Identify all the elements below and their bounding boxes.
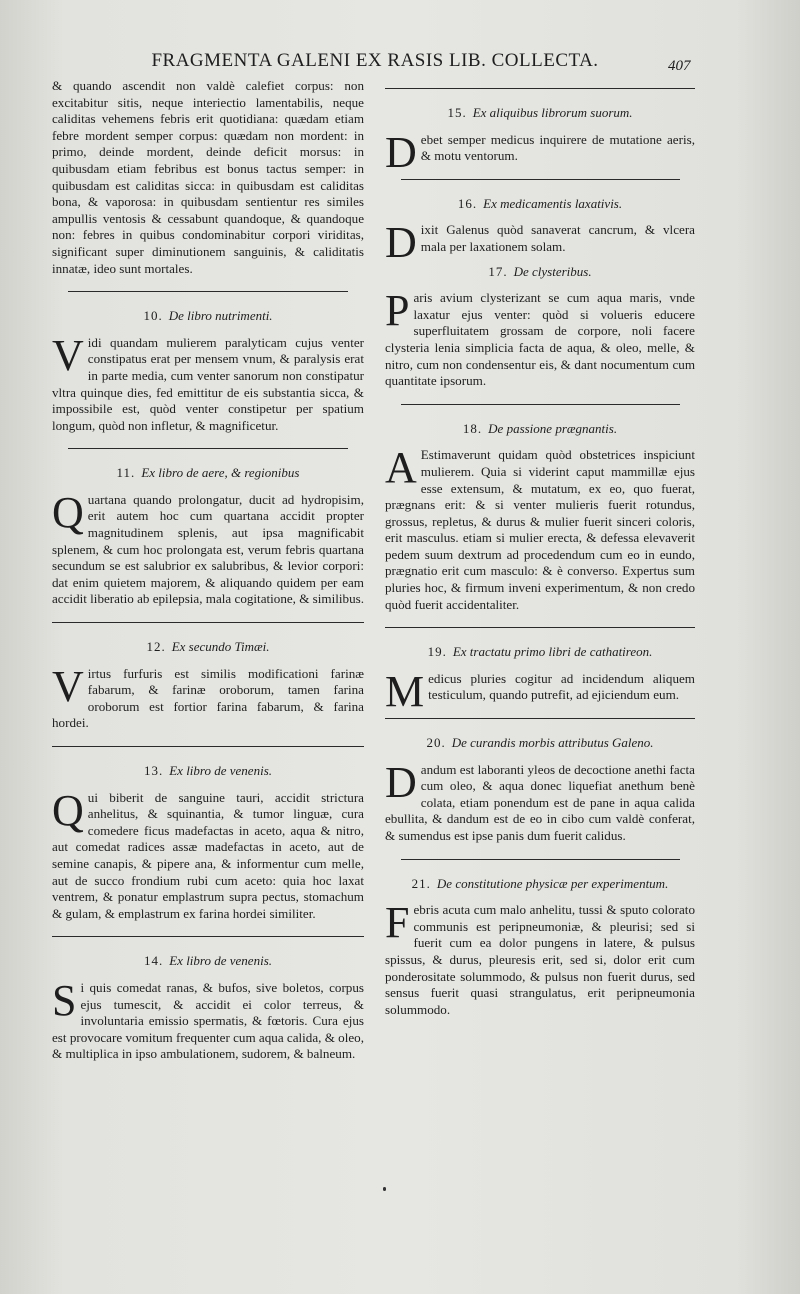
section-divider <box>385 88 695 89</box>
section-divider <box>68 291 349 292</box>
section-title: 14. Ex libro de venenis. <box>143 953 272 969</box>
section-title: 13. Ex libro de venenis. <box>143 763 272 778</box>
section-text: ebet semper medicus inquirere de mutatione aeris, & motu ventorum. <box>420 131 695 164</box>
section-divider <box>385 718 695 719</box>
section-14 <box>52 953 364 1063</box>
drop-cap: D <box>385 127 417 177</box>
section-text: irtus furfuris est similis modificationi farinæ fabarum, & farinæ oroborum, tamen farina oroborum est fortior farina fabarum, & farina hordei. <box>52 665 364 731</box>
section-title: 11. Ex libro de aere, & regionibus <box>116 465 300 481</box>
running-title: FRAGMENTA GALENI EX RASIS LIB. COLLECTA. <box>151 50 599 71</box>
section-15 <box>385 105 695 177</box>
section-divider <box>52 622 364 623</box>
section-title: 18. De passione prægnantis. <box>462 420 618 436</box>
drop-cap: M <box>385 666 425 716</box>
drop-cap: D <box>385 218 417 268</box>
section-text: uartana quando prolongatur, ducit ad hydropisim, erit autem hoc cum quartana accidit propter magnitudinem splenis, aut ipsa magnificabit splenem, & cum hoc prolongata est, verum febris quartana secundum se est salubrior ex salubribus, & levior corpori: dat enim quietem majorem, & aliquando quidem per eam accidit liberatio ab epilepsia, mala cogitatione, & similibus. <box>52 491 364 607</box>
section-divider <box>52 936 364 937</box>
section-text: andum est laboranti yleos de decoctione anethi facta cum oleo, & aqua donec liquefiat anethum benè colata, etiam ponendum est de pane in aqua calida ebullita, & dandum est de eo in cibo cum valdè conferat, & sumendus est ipse panis dum fuerit calidus. <box>385 761 695 843</box>
drop-cap: V <box>52 330 84 380</box>
section-title: 20. De curandis morbis attributus Galeno. <box>426 735 654 751</box>
section-16 <box>385 195 695 268</box>
section-title: 10. De libro nutrimenti. <box>143 308 273 324</box>
right-column <box>385 88 695 1018</box>
page-number: 407 <box>668 58 691 74</box>
section-title: 16. Ex medicamentis laxativis. <box>457 195 623 211</box>
section-title: 17. De clysteribus. <box>488 263 592 279</box>
drop-cap: F <box>385 898 410 948</box>
section-text: ui biberit de sanguine tauri, accidit strictura anhelitus, & squinantia, & tumor linguæ, cura comedere ficus madefactas in aceto, aqua & nitro, aut comedat radices assæ madefactas in aceto, aut de semine canapis, & pipere ana, & informentur cum melle, aut de succo frondium rubi cum aceto: quia hoc laxat ventrem, & ponatur emplastrum supra pectus, stomachum & gulam, & emplastrum ex farina hordei similiter. <box>52 789 364 921</box>
section-20 <box>385 735 695 845</box>
section-title: 15. Ex aliquibus librorum suorum. <box>447 105 633 120</box>
drop-cap: V <box>52 661 84 711</box>
section-divider <box>401 179 680 180</box>
section-divider <box>401 404 680 405</box>
section-divider <box>68 448 349 449</box>
section-17 <box>385 264 695 390</box>
section-title: 19. Ex tractatu primo libri de cathatireon. <box>427 644 653 660</box>
section-text: ebris acuta cum malo anhelitu, tussi & sputo colorato communis est peripneumoniæ, & pleurisi; sed si fuerit cum ea dolor pungens in latere, & pulsus spissus, & durus, pleuresis erit, sed si, dolor erit cum ponderositate solummodo, & pulsus non fuerit durus, sed sensus fuerit quasi strangulatus, erit peripneumonia solummodo. <box>385 902 695 1017</box>
section-text: aris avium clysterizant se cum aqua maris, vnde laxatur ejus venter: quòd si volueris educere superfluitatem grossam de corpore, noli facere clysteria lenia simplicia facta de aqua, & oleo, melle, & nitro, cum non condensentur eis, & dant nocumentum cum quantitate ipsorum. <box>385 290 695 389</box>
section-18 <box>385 421 695 614</box>
section-text: edicus pluries cogitur ad incidendum aliquem testiculum, quando putrefit, ad ejiciendum eum. <box>428 670 695 703</box>
section-21 <box>385 876 695 1019</box>
section-12 <box>52 639 364 732</box>
drop-cap: Q <box>52 785 84 835</box>
drop-cap: Q <box>52 487 84 537</box>
section-11 <box>52 465 364 608</box>
ink-speck <box>383 1187 386 1191</box>
section-divider <box>52 746 364 747</box>
section-divider <box>385 627 695 628</box>
section-text: ixit Galenus quòd sanaverat cancrum, & vlcera mala per laxationem solam. <box>420 222 695 254</box>
drop-cap: P <box>385 286 410 336</box>
intro-paragraph: & quando ascendit non valdè calefiet corpus: non excitabitur sitis, neque interiectio lamentabilis, neque caliditas vehemens febris erit quotidiana: quædam etiam febre mordent semper corpus: quædam non mordent: in primo, deinde mordent, deinde deficit morsus: in quibusdam etiam febribus est bonus tactus semper: in quibusdam est caliditas sicca: in quibusdam est caliditas bona, & vaporosa: in quibusdam sentientur res similes ampullis ventosis & cessabunt quandoque, & quandoque non: febres in quibus condominabitur corpori viriditas, significant super diminutionem sanguinis, & caliditatis innatæ, ideo sunt mortales. <box>52 78 364 276</box>
section-13 <box>52 763 364 922</box>
section-text: Estimaverunt quidam quòd obstetrices inspiciunt mulierem. Quia si viderint caput mammillæ ejus esse extensum, & mutatum, ex eo, quo fuerat, prægnans erit: & si venter mulieris fuerit rotundus, grossus, repletus, & durus & mulier fuerit sinceri coloris, erit masculus. etiam si mulier erecta, & defessa elevaverit pedem suum dextrum ad procedendum cum eo in eundo, prægnatio erit cum masculo: & è converso. Expertus sum pluries hoc, & firmum inveni experimentum, & non credo quòd fuerit accidentaliter. <box>385 447 695 612</box>
drop-cap: S <box>52 975 77 1025</box>
drop-cap: A <box>385 443 417 493</box>
section-text: i quis comedat ranas, & bufos, sive boletos, corpus ejus tumescit, & accidit ei color terreus, & involuntaria emissio spermatis, & fœtoris. Cura ejus est provocare vomitum frequenter cum aqua calida, & oleo, & multiplica in ipso ambulationem, sudorem, & balneum. <box>52 979 364 1062</box>
drop-cap: D <box>385 757 417 807</box>
section-10 <box>52 308 364 434</box>
section-divider <box>401 859 680 860</box>
section-title: 12. Ex secundo Timæi. <box>146 639 270 655</box>
left-column <box>52 78 364 1063</box>
section-19 <box>385 644 695 716</box>
section-text: idi quandam mulierem paralyticam cujus venter constipatus erat per mensem vnum, & paralysis erat in parte media, cum venter sanorum non constipatur vltra quinque dies, fed emittitur de eis substantia sicca, & impossibile est, quòd venter constipetur per spatium longum, quòd non infletur, & magnificetur. <box>52 334 364 433</box>
section-title: 21. De constitutione physicæ per experimentum. <box>411 875 669 891</box>
